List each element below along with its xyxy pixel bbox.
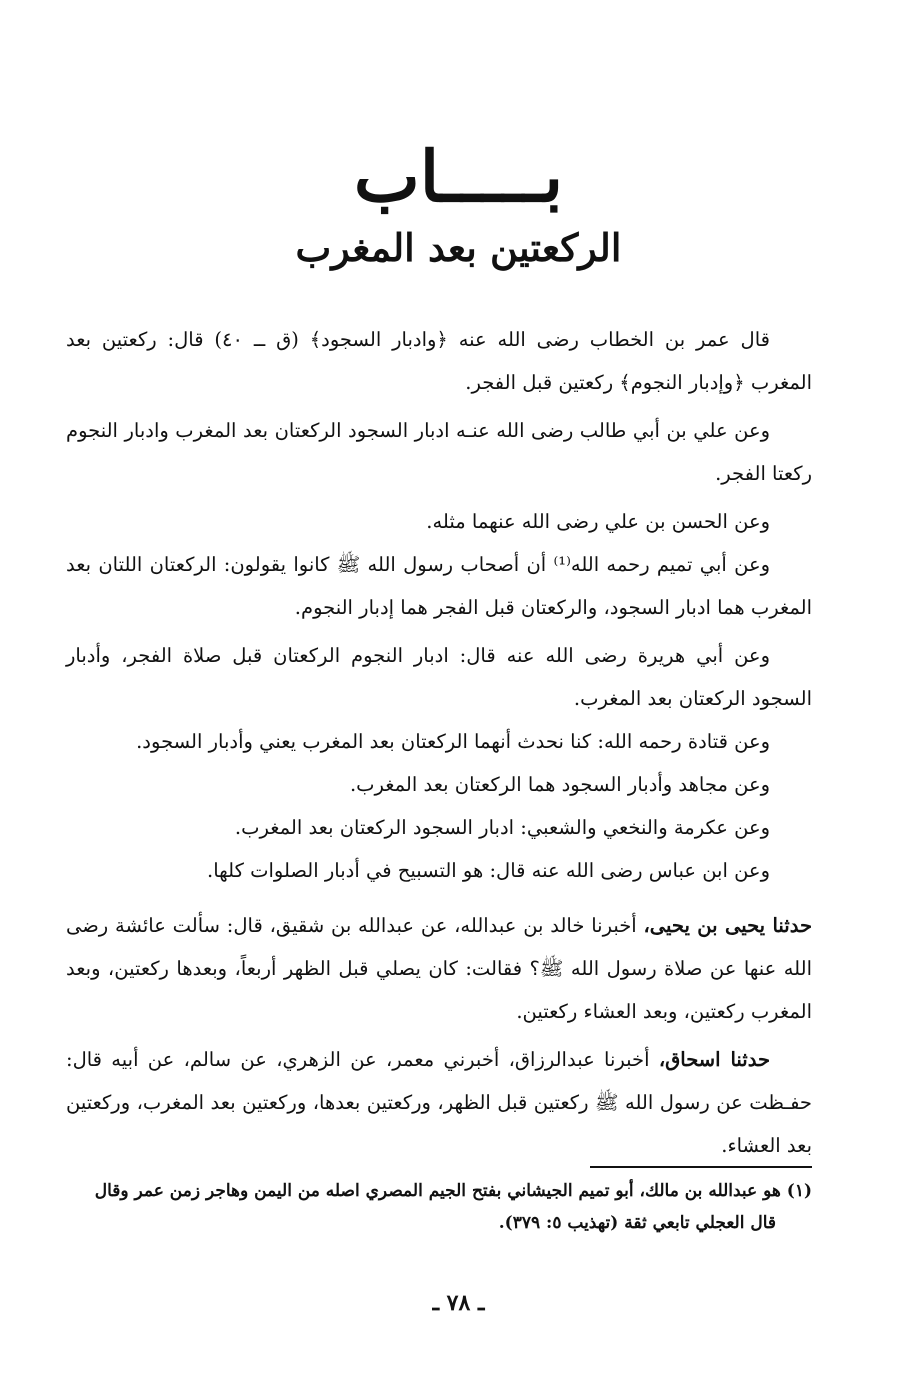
chapter-title: بـــــاب	[353, 135, 564, 218]
paragraph-ali: وعن علي بن أبي طالب رضى الله عنـه ادبار السجود الركعتان بعد المغرب وادبار النجوم ركعتا الفجر.	[66, 419, 812, 485]
paragraph-abu-hurayra: وعن أبي هريرة رضى الله عنه قال: ادبار النجوم الركعتان قبل صلاة الفجر، وأدبار السجود الركعتان بعد المغرب.	[66, 644, 812, 710]
paragraph-ikrima: وعن عكرمة والنخعي والشعبي: ادبار السجود الركعتان بعد المغرب.	[234, 816, 770, 839]
footnote-line-2: قال العجلي تابعي ثقة (تهذيب ٥: ٣٧٩).	[498, 1213, 776, 1233]
hadith-yahya-text: أخبرنا خالد بن عبدالله، عن عبدالله بن شقيق، قال: سألت عائشة رضى الله عنها عن صلاة رسول الله ﷺ؟ فقالت: كان يصلي قبل الظهر أربعاً، وبعدها ركعتين، وبعد المغرب ركعتين، وبعد العشاء ركعتين.	[66, 914, 812, 1023]
paragraph-mujahid: وعن مجاهد وأدبار السجود هما الركعتان بعد المغرب.	[349, 773, 770, 796]
paragraph-qatada: وعن قتادة رحمه الله: كنا نحدث أنهما الركعتان بعد المغرب يعني وأدبار السجود.	[136, 730, 770, 753]
chapter-subtitle: الركعتين بعد المغرب	[295, 225, 622, 270]
paragraph-abu-tamim: وعن أبي تميم رحمه الله⁽¹⁾ أن أصحاب رسول الله ﷺ كانوا يقولون: الركعتان اللتان بعد المغرب هما ادبار السجود، والركعتان قبل الفجر هما إدبار النجوم.	[66, 553, 812, 619]
paragraph-umar: قال عمر بن الخطاب رضى الله عنه ﴿وادبار السجود﴾ (ق ــ ٤٠) قال: ركعتين بعد المغرب ﴿وإدبار النجوم﴾ ركعتين قبل الفجر.	[66, 328, 812, 394]
page-number: ـ ٧٨ ـ	[432, 1290, 485, 1316]
hadith-yahya	[66, 904, 812, 1033]
paragraph-ibn-abbas: وعن ابن عباس رضى الله عنه قال: هو التسبيح في أدبار الصلوات كلها.	[207, 859, 770, 882]
main-text	[66, 318, 812, 1167]
footnote-divider	[590, 1166, 812, 1168]
footnote-line-1: (١) هو عبدالله بن مالك، أبو تميم الجيشاني بفتح الجيم المصري اصله من اليمن وهاجر زمن عمر وقال	[94, 1181, 812, 1201]
paragraph-hasan: وعن الحسن بن علي رضى الله عنهما مثله.	[426, 510, 770, 533]
hadith-ishaq	[66, 1038, 812, 1167]
hadith-yahya-isnad: حدثنا يحيى بن يحيى،	[643, 914, 813, 937]
hadith-ishaq-isnad: حدثنا اسحاق،	[658, 1048, 770, 1071]
hadith-ishaq-text: أخبرنا عبدالرزاق، أخبرني معمر، عن الزهري، عن سالم، عن أبيه قال: حفـظت عن رسول الله ﷺ ركعتين قبل الظهر، وركعتين بعدها، وركعتين بعد المغرب، وركعتين بعد العشاء.	[66, 1048, 812, 1157]
footnote	[66, 1175, 812, 1239]
